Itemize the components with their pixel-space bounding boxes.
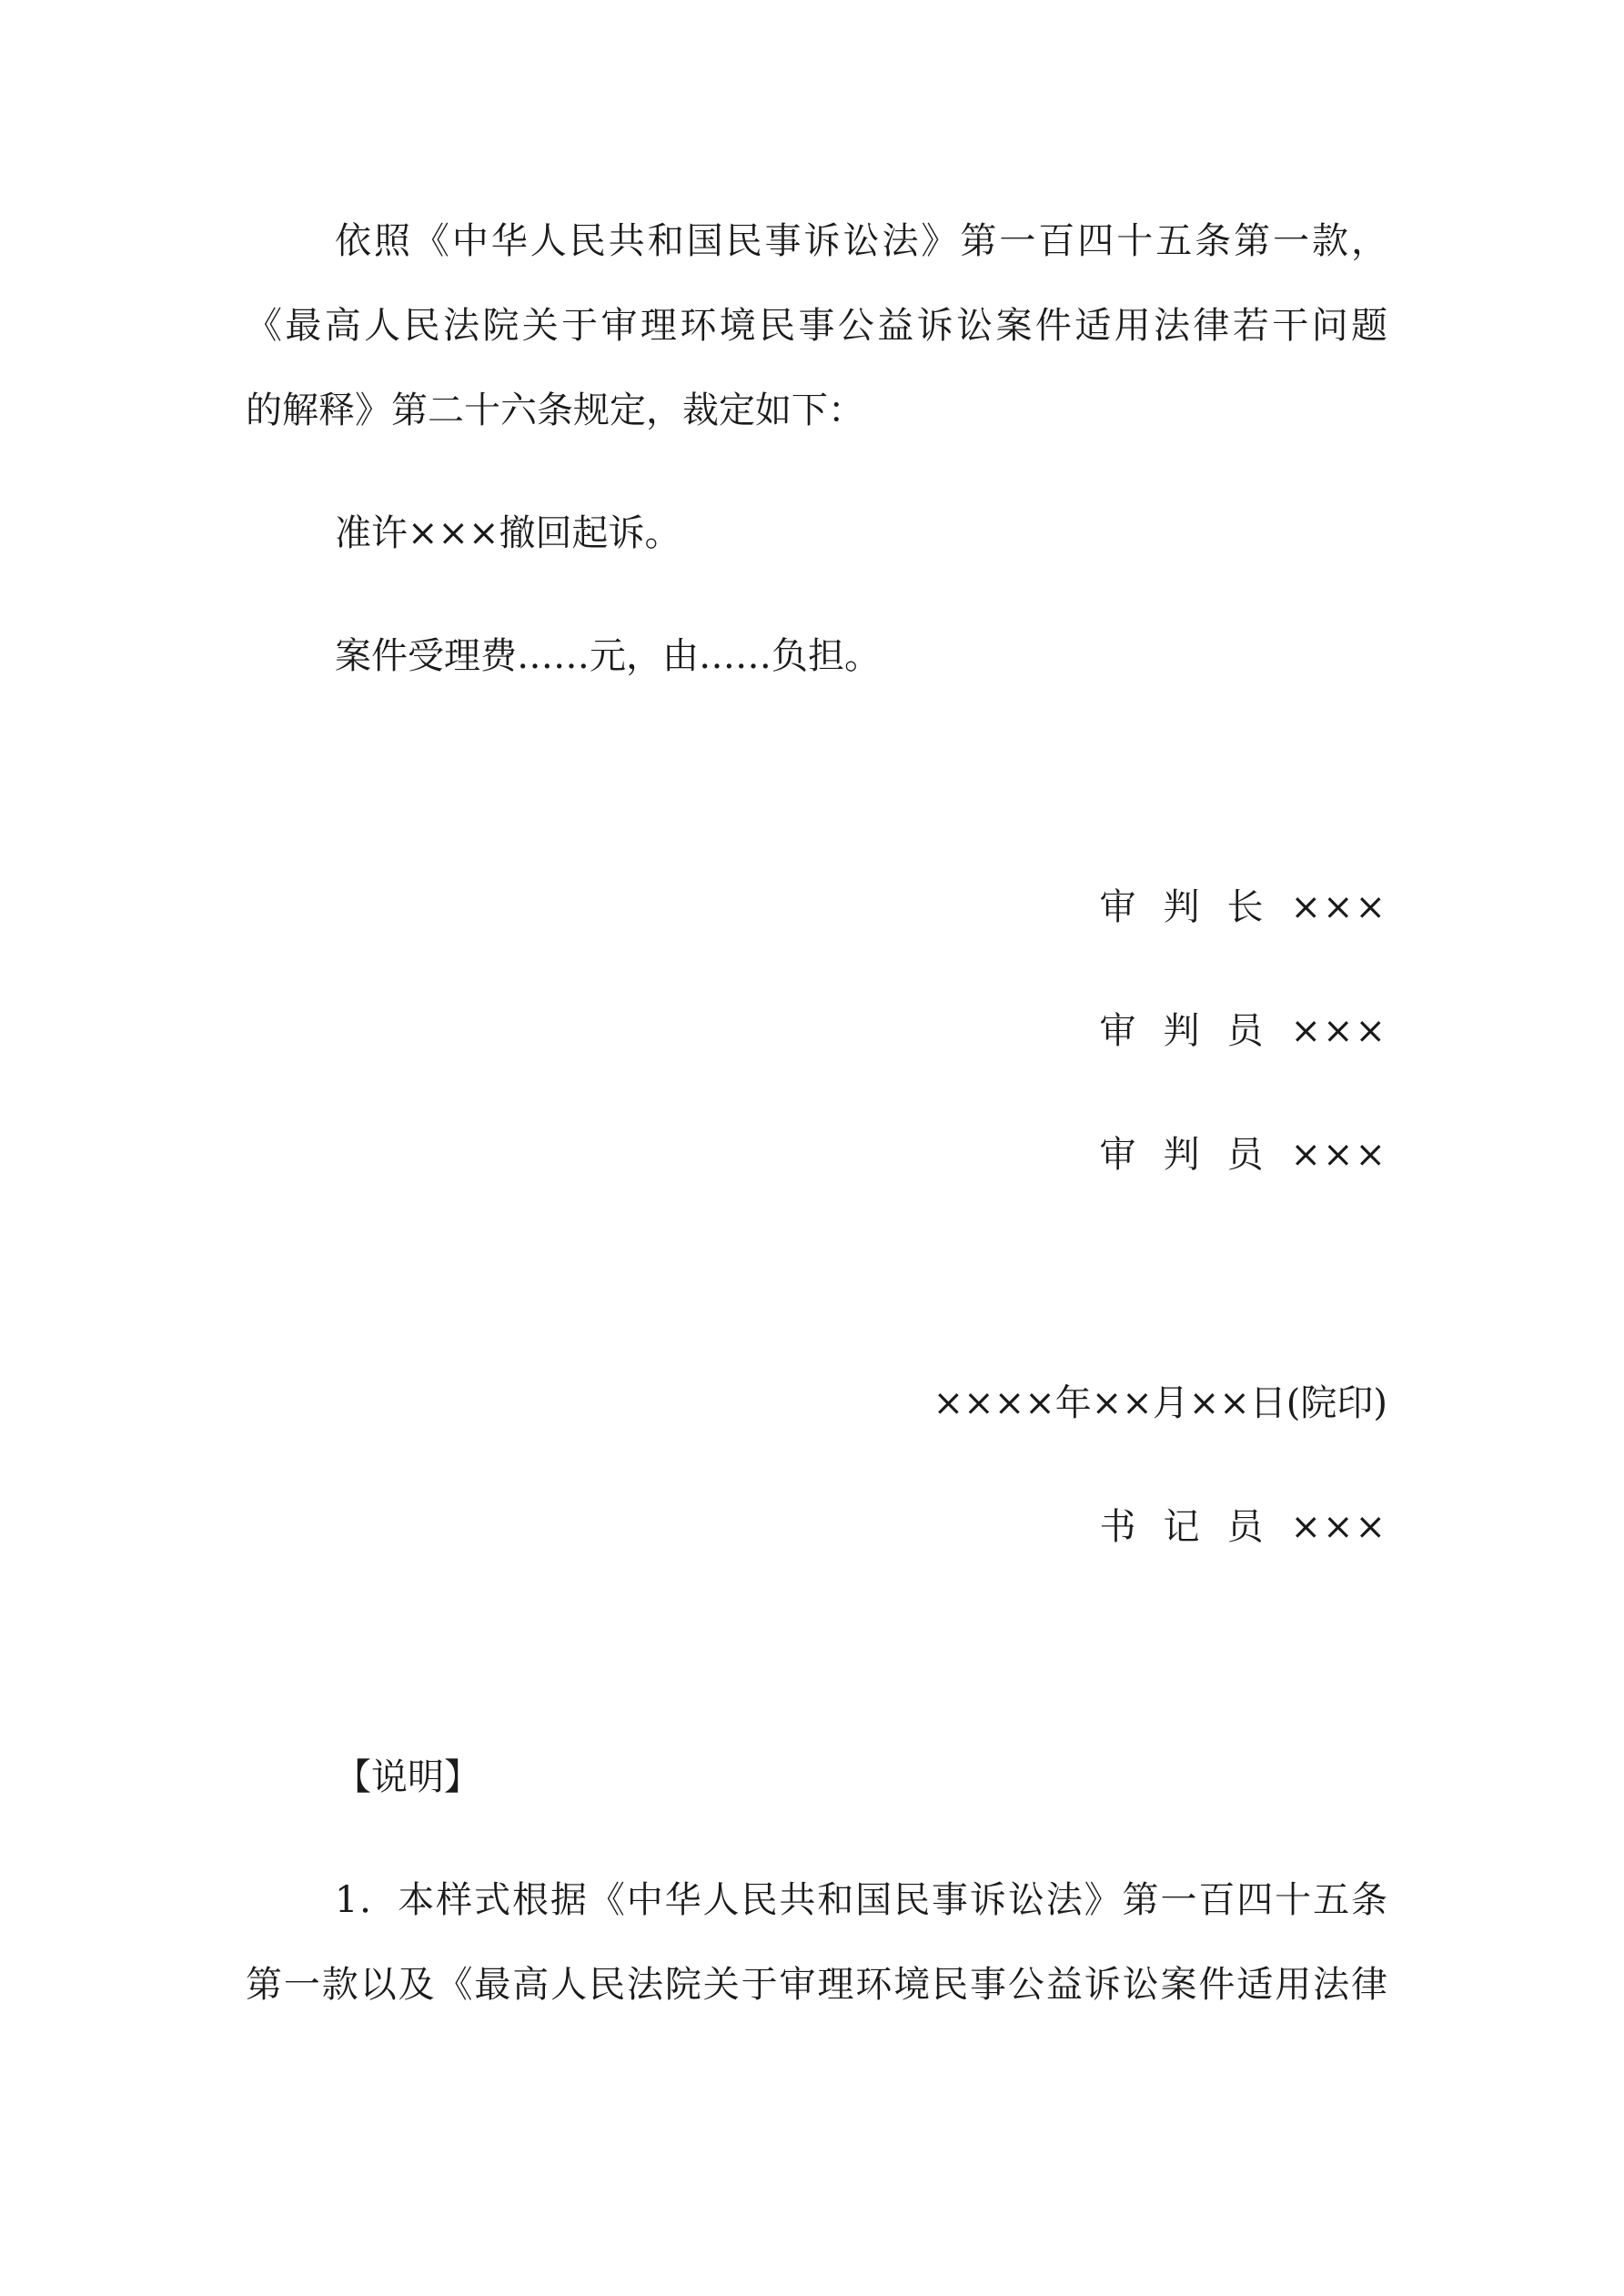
signature-judge-2 <box>1099 1132 1387 1178</box>
signature-role: 书记员 <box>1099 1506 1291 1548</box>
signature-role: 审判员 <box>1099 1010 1291 1052</box>
signature-name: ××× <box>1290 886 1387 928</box>
signature-judge-1 <box>1099 1008 1387 1054</box>
signature-role: 审判长 <box>1099 886 1291 928</box>
signature-role: 审判员 <box>1099 1134 1291 1176</box>
ruling-text: 准许×××撤回起诉。 <box>335 512 681 554</box>
date-seal: ××××年××月××日(院印) <box>933 1382 1387 1424</box>
signature-name: ××× <box>1290 1010 1387 1052</box>
paragraph-line-2: 《最高人民法院关于审理环境民事公益诉讼案件适用法律若干问题 <box>246 305 1387 347</box>
signature-name: ××× <box>1290 1506 1387 1548</box>
paragraph-line-3: 的解释》第二十六条规定，裁定如下： <box>246 389 864 431</box>
signature-name: ××× <box>1290 1134 1387 1176</box>
signature-presiding-judge <box>1099 885 1387 930</box>
fee-text: 案件受理费……元，由……负担。 <box>335 635 881 677</box>
signature-clerk <box>1099 1504 1387 1550</box>
notes-line-1: 1．本样式根据《中华人民共和国民事诉讼法》第一百四十五条 <box>335 1879 1387 1921</box>
paragraph-line-1: 依照《中华人民共和国民事诉讼法》第一百四十五条第一款， <box>335 220 1387 262</box>
notes-line-2: 第一款以及《最高人民法院关于审理环境民事公益诉讼案件适用法律 <box>246 1964 1387 2006</box>
notes-heading: 【说明】 <box>335 1756 480 1798</box>
